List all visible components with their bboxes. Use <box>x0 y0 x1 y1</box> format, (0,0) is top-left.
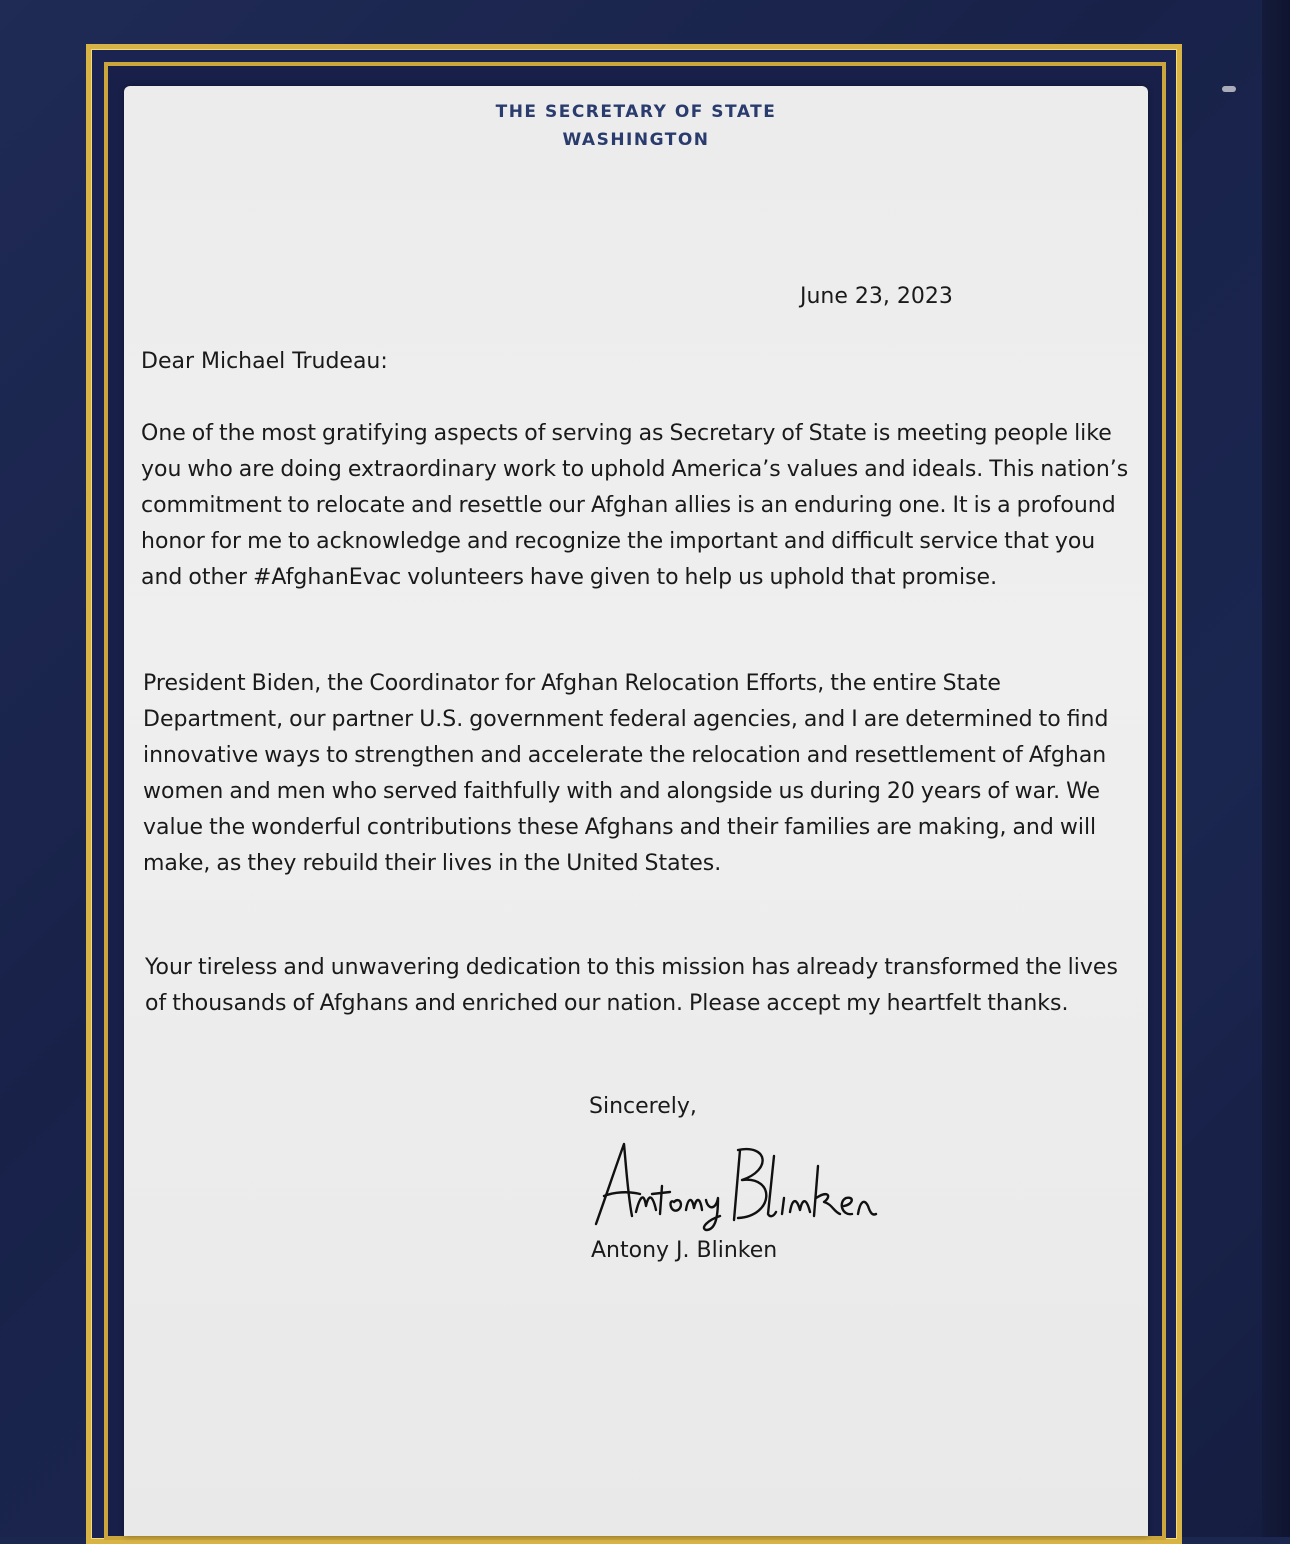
folder-edge <box>1262 0 1290 1537</box>
body-paragraph-1: One of the most gratifying aspects of serving as Secretary of State is meeting people like you who are doing extraordinary work to uphold America’s values and ideals. This nation’s commitment to relocate and resettle our Afghan allies is an enduring one. It is a profound honor for me to acknowledge and recognize the important and difficult service that you and other #AfghanEvac volunteers have given to help us uphold that promise. <box>141 421 1129 590</box>
letterhead <box>124 98 1148 154</box>
letterhead-title: THE SECRETARY OF STATE <box>495 102 777 122</box>
letterhead-city: WASHINGTON <box>562 130 710 150</box>
closing: Sincerely, <box>589 1094 697 1119</box>
folder-speck <box>1222 86 1236 92</box>
signer-name: Antony J. Blinken <box>591 1238 778 1263</box>
handwritten-signature <box>588 1136 878 1232</box>
body-paragraph-2: President Biden, the Coordinator for Afghan Relocation Efforts, the entire State Department, our partner U.S. government federal agencies, and I are determined to find innovative ways to strengthen and accelerate the relocation and resettlement of Afghan women and men who served faithfully with and alongside us during 20 years of war. We value the wonderful contributions these Afghans and their families are making, and will make, as they rebuild their lives in the United States. <box>143 671 1109 876</box>
letter-date: June 23, 2023 <box>800 284 953 309</box>
body-paragraph-3: Your tireless and unwavering dedication to this mission has already transformed the lives of thousands of Afghans and enriched our nation. Please accept my heartfelt thanks. <box>145 955 1118 1016</box>
salutation: Dear Michael Trudeau: <box>141 349 388 374</box>
